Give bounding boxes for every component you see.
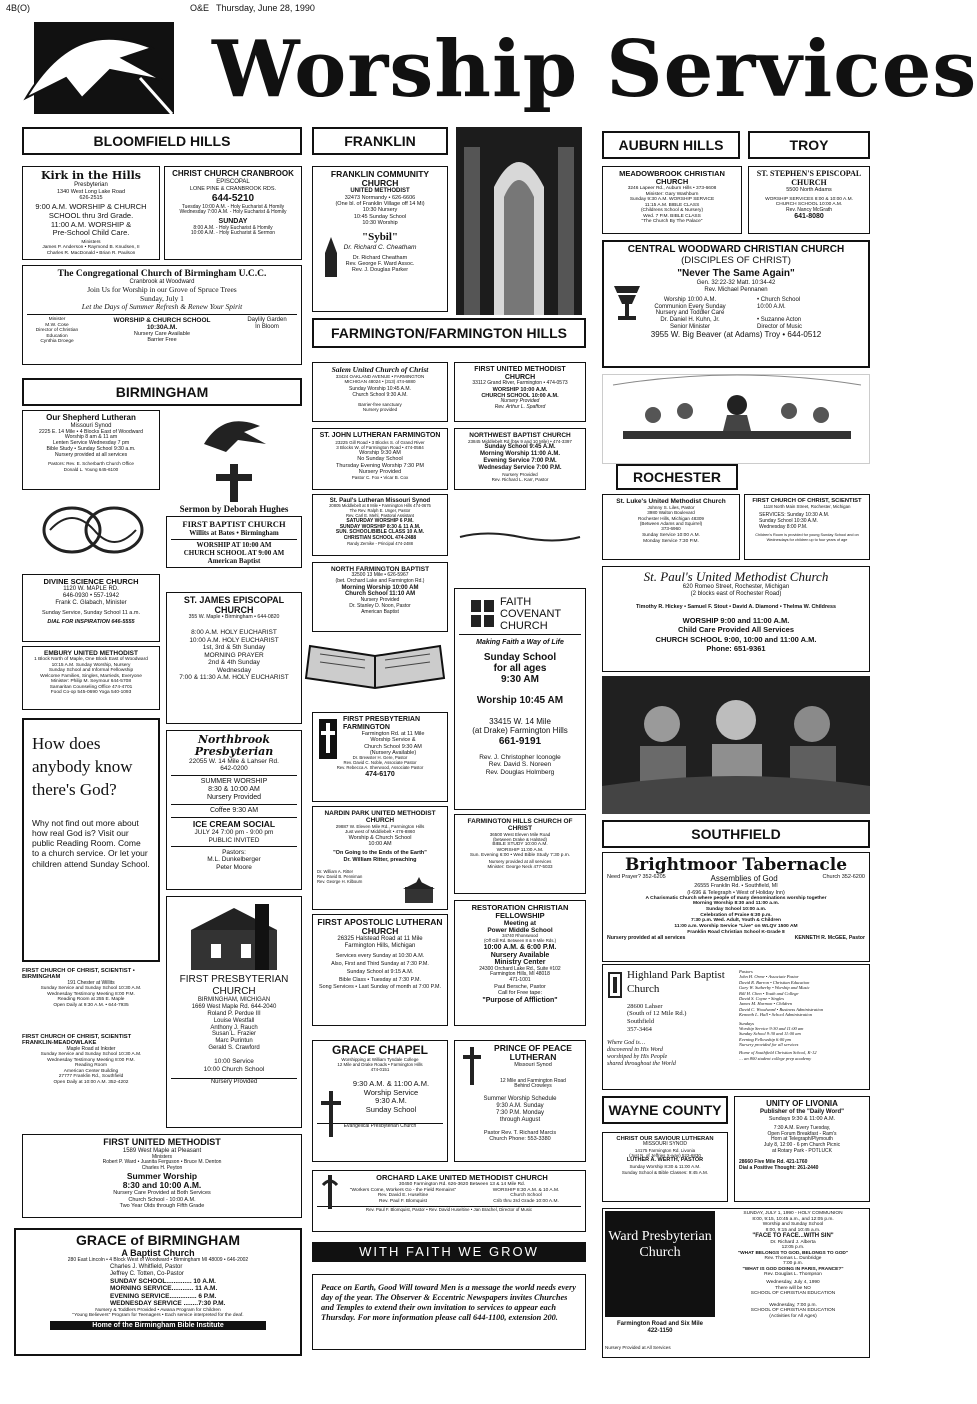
faith-covenant-tagline: Making Faith a Way of Life xyxy=(476,639,564,647)
cos-sub: MISSOURI SYNOD xyxy=(643,1141,687,1148)
fpf-cross-icon xyxy=(319,719,337,759)
ward-nursery: Nursery Provided at All Services xyxy=(605,1345,671,1350)
unity-name: UNITY OF LIVONIA xyxy=(766,1099,838,1108)
ad-kirk-in-the-hills xyxy=(22,166,160,260)
grace-birm-foot: Nursery & Toddlers Provided • Awana Program for Children "Young Believers" Program for Teenagers • Each service interpreted for the deaf. xyxy=(72,1307,244,1319)
orchard-logo-icon xyxy=(319,1175,341,1209)
northbrook-summer: SUMMER WORSHIP 8:30 & 10:00 AM Nursery Provided xyxy=(200,777,268,801)
fpf-name: FIRST PRESBYTERIAN FARMINGTON xyxy=(343,716,421,731)
congregational-address: Cranbrook at Woodward xyxy=(129,279,195,286)
with-faith-we-grow-banner: WITH FAITH WE GROW xyxy=(312,1242,586,1262)
orchard-right: WORSHIP 8:30 A.M. & 10 A.M. Church School Crib thru 3rd Grade 10:00 A.M. xyxy=(492,1187,560,1204)
central-preacher: Rev. Michael Pennanen xyxy=(704,286,768,293)
ad-orchard-lake-umc xyxy=(312,1170,586,1232)
first-baptist-schedule: WORSHIP AT 10:00 AM CHURCH SCHOOL AT 9:00 AM xyxy=(183,541,285,557)
grace-chapel-address: Worshipping at William Tyndale College 12 Mile and Drake Roads • Farmington Hills 474-0151 xyxy=(337,1056,423,1073)
st-stephen-name: ST. STEPHEN'S EPISCOPAL CHURCH xyxy=(756,169,862,187)
st-stephen-phone: 641-8080 xyxy=(794,213,824,221)
ad-farmington-church-of-christ xyxy=(454,814,586,894)
first-baptist-foot: American Baptist xyxy=(207,557,261,566)
northbrook-address: 22055 W. 14 Mile & Lahser Rd. 642-0200 xyxy=(189,757,279,773)
shepherd-pastors: Pastors: Rev. E. Scherbarth Church Office Donald L. Young 645-6100 xyxy=(48,461,134,472)
salem-body: Sunday Worship 10:45 A.M. Church School 9:30 A.M. xyxy=(349,386,411,399)
ad-north-farmington-baptist xyxy=(312,562,448,632)
ad-first-baptist-birmingham xyxy=(166,516,302,568)
nardin-church-icon xyxy=(399,877,439,903)
franklin-sub: UNITED METHODIST xyxy=(350,188,410,195)
ad-northbrook-presbyterian xyxy=(166,730,302,890)
open-bible-illustration xyxy=(300,638,450,700)
st-john-address: 23225 Gill Road • 3 Blocks S. of Grand River 3 Blocks W. of Farmington Road • 474-0584 xyxy=(335,439,425,450)
ad-christ-scientist-birmingham xyxy=(22,968,160,1026)
ward-body: SUNDAY, JULY 1, 1990 - HOLY COMMUNION 8:00, 9:15, 10:45 a.m., and 12:05 p.m. Worship and Sunday School 8:00, 9:15 and 10:45 a.m. xyxy=(743,1211,843,1233)
cranbrook-phone: 644-5210 xyxy=(211,192,255,204)
grace-birm-pastors: Charles J. Whitfield, Pastor Jeffrey C. Totten, Co-Pastor xyxy=(110,1264,184,1278)
brightmoor-foot-right: KENNETH R. McGEE, Pastor xyxy=(794,935,865,942)
divine-address: 1120 W. MAPLE RD. 646-0930 • 557-1942 Frank C. Glabach, Minister xyxy=(55,586,127,606)
congregational-daylily: Daylily Garden In Bloom xyxy=(247,317,287,330)
st-stephen-body: WORSHIP SERVICES 8:00 & 10:00 A.M. CHURCH SCHOOL 10:00 A.M. xyxy=(765,196,853,208)
cs-birm-address: 191 Chester at Willits xyxy=(67,979,115,986)
reading-body: Why not find out more about how real God is? Visit our public Reading Room. Come to a church service. Or let your children attend Sunday School. xyxy=(32,817,150,869)
ad-brightmoor-tabernacle xyxy=(602,852,870,962)
brightmoor-body: A Charismatic Church where people of many denominations worship together Morning Worship 8:30 and 11:00 a.m. Sunday School 10:00 a.m. Celebration of Praise 6:30 p.m. 7:30 p.m. Wed. Adult, Youth & Children 11:00 a.m. Worship Service "Live" on WLQV 1500 AM Franklin Road Christian School K-Grade 8 xyxy=(645,895,827,935)
unity-body: 7:30 A.M. Every Tuesday, Open Forum Breakfast - Ram's Horn at Telegraph/Plymouth July 8, 12:00 - 6 pm Church Picnic at Rotary Park - POTLUCK xyxy=(763,1124,841,1154)
brightmoor-sub: Assemblies of God xyxy=(710,874,778,884)
section-troy: TROY xyxy=(748,131,870,159)
orchard-left: "Workers Come, Workers Go - the Field Remains" Rev. David E. Huseltine Rev. Paul F. Blomquist xyxy=(349,1187,457,1204)
first-pres-birm-nursery: Nursery Provided xyxy=(171,1078,297,1086)
shepherd-sub: Missouri Synod xyxy=(70,422,112,429)
meadowbrook-name: MEADOWBROOK CHRISTIAN CHURCH xyxy=(619,169,725,187)
cranbrook-address: LONE PINE & CRANBROOK RDS. xyxy=(189,185,277,192)
st-james-schedule: 8:00 A.M. HOLY EUCHARIST 10:00 A.M. HOLY EUCHARIST 1st, 3rd & 5th Sunday MORNING PRAYER 2nd & 4th Sunday Wednesday 7:00 & 11:30 A.M. HOLY EUCHARIST xyxy=(179,629,289,682)
congregational-nursery: Nursery Care Available Barrier Free xyxy=(133,331,191,344)
ward-sermon-2: "WHAT BELONGS TO GOD, BELONGS TO GOD" xyxy=(737,1250,849,1256)
faith-covenant-phone: 661-9191 xyxy=(498,735,542,747)
first-united-worship: Summer Worship 8:30 and 10:00 A.M. xyxy=(122,1170,202,1191)
northbrook-social-head: ICE CREAM SOCIAL xyxy=(192,818,276,829)
congregational-slogan: Let the Days of Summer Refresh & Renew Your Spirit xyxy=(81,302,243,312)
restoration-body: 10:00 A.M. & 6:00 P.M. Nursery Available Ministry Center xyxy=(483,944,557,967)
ward-preacher-2: Rev. Thomas L. Dunbridge 7:00 p.m. xyxy=(764,1255,822,1267)
cs-roch-name: FIRST CHURCH OF CHRIST, SCIENTIST xyxy=(752,498,862,504)
congregational-body: Join Us for Worship in our Grove of Spruce Trees Sunday, July 1 xyxy=(87,285,237,303)
cs-fm-body: Sunday Service and Sunday School 10:30 A.M. Wednesday Testimony Meeting 8:00 P.M. Reading Room American Center Building 27777 Franklin Rd., Southfield Open Daily at 10:00 A.M. 352-4202 xyxy=(40,1052,142,1085)
faith-covenant-staff: Rev. J. Christopher Iconogle Rev. David S. Noreen Rev. Douglas Holmberg xyxy=(479,753,561,776)
shepherd-body: 2225 E. 14 Mile • 4 Blocks East of Woodward Worship 8 am & 11 am Lenten Service Wednesday 7 pm Bible Study • Sunday School 9:30 a.m. Nursery provided at all services xyxy=(38,428,144,459)
highland-name: Highland Park Baptist Church xyxy=(627,969,725,995)
divine-name: DIVINE SCIENCE CHURCH xyxy=(43,577,139,586)
restoration-name: RESTORATION CHRISTIAN FELLOWSHIP xyxy=(471,903,569,921)
info-note-text: Peace on Earth, Good Will toward Men is a message the world needs every day of the year. The Observer & Eccentric Newspapers invites Churches and Temples to extend their own invitation to services to appear each Thursday. For more information please call 644-1100, extension 200. xyxy=(321,1283,576,1323)
st-paul-lutheran-address: 20805 Middlebelt at 8 Mile • Farmington Hills 474-0675 xyxy=(329,503,431,509)
cos-pastor: LUTHER A. WERTH, PASTOR xyxy=(626,1157,704,1164)
nfb-name: NORTH FARMINGTON BAPTIST xyxy=(330,566,430,573)
ad-salem-ucc xyxy=(312,362,448,422)
cs-fm-address: Maple Road at Inkster xyxy=(66,1045,116,1052)
st-pauls-umc-address: 620 Romeo Street, Rochester, Michigan (2 blocks east of Rochester Road) xyxy=(682,584,790,597)
faith-covenant-logo-icon xyxy=(470,599,496,629)
highland-schedule: Sundays Worship Service 9:30 and 11:00 am Sunday School 9:30 and 11:00 am Evening Fellowship 6:00 pm Nursery provided for all services xyxy=(739,1020,804,1048)
ad-st-pauls-umc xyxy=(602,566,870,672)
st-pauls-umc-name: St. Paul's United Methodist Church xyxy=(643,569,829,584)
ad-grace-chapel xyxy=(312,1040,448,1162)
st-john-body: Worship 9:30 AM No Sunday School Thursday Evening Worship 7:30 PM Nursery Provided xyxy=(336,449,424,475)
faith-covenant-address: 33415 W. 14 Mile (at Drake) Farmington Hills xyxy=(472,716,568,735)
cos-address: 14175 Farmington Rd. Livonia (Just N. of Jeffries X-way) 522-6830 xyxy=(629,1148,701,1159)
congregational-name: The Congregational Church of Birmingham U.C.C. xyxy=(57,269,267,279)
st-john-pastors: Pastor C. Fox • Vicar B. Cox xyxy=(351,475,409,481)
northbrook-social: JULY 24 7:00 pm - 9:00 pm PUBLIC INVITED xyxy=(194,829,274,844)
central-right: • Church School 10:00 A.M. • Suzanne Acton Director of Music xyxy=(757,296,803,331)
salem-name: Salem United Church of Christ xyxy=(331,365,429,374)
ward-preacher-3: Rev. Douglas L. Thompson xyxy=(764,1271,822,1277)
first-baptist-address: Willits at Bates • Birmingham xyxy=(189,529,279,538)
ward-sermon-3: "WHAT IS GOD DOING IN PARIS, FRANCE?" xyxy=(742,1266,844,1272)
grace-chapel-cross-icon xyxy=(321,1091,341,1137)
grace-birm-name: GRACE of BIRMINGHAM xyxy=(75,1232,241,1248)
ad-restoration-fellowship xyxy=(454,900,586,1026)
fhcc-foot: Nursery provided at all services Minister: George Neck 477-5033 xyxy=(487,858,553,870)
cranbrook-sunday-head: SUNDAY xyxy=(218,218,248,226)
nfb-address: 32500 13 Mile • 626-5967 (bet. Orchard Lake and Farmington Rd.) xyxy=(335,572,425,584)
congregational-minister: Minister M.W. Cose Director of Christian Education Cynthia Droege xyxy=(35,317,79,345)
northwest-address: 23845 Middlebelt Rd (btw 9 and 10 Mile) • 474-3397 xyxy=(468,439,572,445)
kirk-name: Kirk in the Hills xyxy=(40,169,142,182)
northwest-body: Sunday School 9:45 A.M. Morning Worship 11:00 A.M. Evening Service 7:00 P.M. Wednesday Service 7:00 P.M. xyxy=(478,444,562,471)
cranbrook-weekday: Tuesday 10:00 A.M. - Holy Eucharist & Homily Wednesday 7:00 A.M. - Holy Eucharist & Homily xyxy=(179,203,287,216)
ad-christ-scientist-rochester xyxy=(744,494,870,560)
restoration-pastor: Paul Bersche, Pastor Call for Free tape: xyxy=(494,983,546,997)
ad-grace-of-birmingham xyxy=(14,1228,302,1356)
central-address: 3955 W. Big Beaver (at Adams) Troy • 644-0512 xyxy=(650,330,822,340)
ad-first-apostolic-lutheran xyxy=(312,914,448,1026)
fpf-body: Worship Service & Church School 9:30 AM (Nursery Available) xyxy=(364,737,422,757)
unity-sundays: Sundays 9:30 & 11:00 A.M. xyxy=(768,1115,836,1122)
salem-foot: Barrier-free sanctuary Nursery provided xyxy=(358,401,402,413)
embury-name: EMBURY UNITED METHODIST xyxy=(44,650,138,657)
cs-roch-body: SERVICES: Sunday 10:30 A.M. Sunday School 10:30 A.M. Wednesday 8:00 P.M. xyxy=(759,512,830,531)
ad-christ-our-saviour xyxy=(602,1132,728,1202)
divine-dial: DIAL FOR INSPIRATION 646-5555 xyxy=(47,619,135,626)
sermon-caption: Sermon by Deborah Hughes xyxy=(179,504,289,514)
st-paul-lutheran-staff: The Rev. Ralph E. Unger, Pastor Rev. Carl E. Mehl, Pastoral Assistant xyxy=(345,508,415,519)
prince-peace-cross-icon xyxy=(461,1047,483,1085)
ad-nardin-park xyxy=(312,806,448,910)
ad-divine-science xyxy=(22,574,160,642)
fum-farm-foot: Nursery Provided Rev. Arthur L. Spafford xyxy=(494,398,546,411)
cs-fm-name: FIRST CHURCH OF CHRIST, SCIENTIST FRANKLIN-MEADOWLAKE xyxy=(22,1034,132,1047)
kirk-address: 1340 West Long Lake Road 626-2515 xyxy=(56,188,126,202)
section-franklin: FRANKLIN xyxy=(312,127,448,155)
cs-roch-foot: Children's Room is provided for young Sunday School and on Wednesdays for children up to four years of age xyxy=(755,533,859,542)
nardin-body: Worship & Church School 10:00 AM xyxy=(348,834,412,847)
st-paul-lutheran-name: St. Paul's Lutheran Missouri Synod xyxy=(329,498,431,504)
first-baptist-name: FIRST BAPTIST CHURCH xyxy=(182,519,286,529)
restoration-tape: "Purpose of Affliction" xyxy=(482,996,558,1004)
ward-foot: Wednesday, July 4, 1990 There will be NO SCHOOL OF CHRISTIAN EDUCATION Wednesday, 7:00 p.m. SCHOOL OF CHRISTIAN EDUCATION (Activities for All Ages) xyxy=(750,1280,836,1319)
folio-line xyxy=(0,0,892,16)
ad-our-shepherd-lutheran xyxy=(22,410,160,490)
first-united-ministers: Ministers Robert P. Ward • Juanita Ferguson • Bruce M. Denton Charles H. Peyton xyxy=(102,1153,222,1172)
ad-northwest-baptist xyxy=(454,428,586,490)
divine-body: Sunday Service, Sunday School 11 a.m. xyxy=(41,609,141,616)
northwest-foot: Nursery Provided Rev. Richard L. Karr, Pastor xyxy=(491,471,549,483)
cs-birm-body: Sunday Service and Sunday School 10:30 A.M. Wednesday Testimony Meeting 8:00 P.M. Reading Room at 255 E. Maple Open Daily at 9:30 A.M. • 644-7935 xyxy=(40,986,142,1008)
central-sermon: "Never The Same Again" xyxy=(677,268,795,280)
central-sub: (DISCIPLES OF CHRIST) xyxy=(681,254,791,266)
ad-christian-science-reading xyxy=(22,718,160,962)
franklin-preacher: Dr. Richard C. Cheatham xyxy=(343,244,417,252)
ad-meadowbrook-christian xyxy=(602,166,742,234)
faith-covenant-worship: Worship 10:45 AM xyxy=(476,694,564,706)
grace-chapel-foot: Evangelical Presbyterian Church xyxy=(317,1123,443,1130)
faith-covenant-school: Sunday School for all ages 9:30 AM xyxy=(483,652,557,685)
kirk-schedule: 9:00 A.M. WORSHIP & CHURCH SCHOOL thru 3rd Grade. 11:00 A.M. WORSHIP & Pre-School Child Care. xyxy=(35,202,147,238)
highland-staff: Pastors John H. Orme • Associate Pastor David R. Barron • Christian Education Gary W. Sutherby • Worship and Music Bill H. Chen • Youth and College David S. Coyne • Singles James M. Harmon • Children David C. Woodward • Business Administration Kenneth L. Hall • School Administration xyxy=(739,969,824,1018)
highland-motto: Where God is… discovered in His Word worshiped by His People shared throughout the World xyxy=(607,1039,676,1068)
grace-birm-schedule: SUNDAY SCHOOL.............. 10 A.M. MORNING SERVICE............ 11 A.M. EVENING SERVICE............... 6 P.M. WEDNESDAY SERVICE ........7:30 P.M. xyxy=(110,1277,226,1308)
fpf-phone: 474-6170 xyxy=(365,771,395,779)
st-lukes-name: St. Luke's United Methodist Church xyxy=(616,498,726,505)
shepherd-name: Our Shepherd Lutheran xyxy=(46,413,136,422)
ad-christ-church-cranbrook xyxy=(164,166,302,260)
fum-farm-name: FIRST UNITED METHODIST CHURCH xyxy=(474,366,566,381)
prince-peace-sub: Missouri Synod xyxy=(514,1062,552,1069)
central-left: Worship 10:00 A.M. Communion Every Sunday Nursery and Toddler Care Dr. Daniel H. Kuhn, Jr. Senior Minister xyxy=(654,296,726,331)
ad-st-john-lutheran xyxy=(312,428,448,490)
fum-farm-address: 33112 Grand River, Farmington • 474-0573 xyxy=(472,380,568,387)
ad-prince-of-peace xyxy=(454,1040,586,1162)
franklin-body: 32473 Normandy • 626-6606 (One bl. of Franklin Village off 14 Mi) 10:30 Nursery 10:45 Sunday School 10:30 Worship xyxy=(335,194,425,227)
st-stephen-address: 5500 North Adams xyxy=(786,187,832,194)
section-rochester: ROCHESTER xyxy=(616,464,738,490)
section-wayne-county: WAYNE COUNTY xyxy=(602,1096,728,1124)
first-united-foot: Nursery Care Provided at Both Services Church School - 10:00 A.M. Two Year Olds through Fifth Grade xyxy=(113,1190,211,1209)
ad-first-united-methodist-birmingham xyxy=(22,1134,302,1218)
fpf-address: Farmington Rd. at 11 Mile xyxy=(361,731,425,738)
grace-chapel-name: GRACE CHAPEL xyxy=(331,1043,428,1057)
ad-congregational-birmingham xyxy=(22,265,302,365)
st-james-name: ST. JAMES EPISCOPAL CHURCH xyxy=(183,595,285,615)
first-pres-birm-body: BIRMINGHAM, MICHIGAN 1669 West Maple Rd. 644-2040 Roland P. Perdue III Louise Westfall Anthony J. Rauch Susan L. Frazier Marc Purintun Gerald S. Crawford xyxy=(191,997,277,1052)
franklin-staff: Dr. Richard Cheatham Rev. George F. Ward Assoc. Rev. J. Douglas Parker xyxy=(345,254,415,274)
brightmoor-address: 26555 Franklin Rd. • Southfield, MI (I-696 & Telegraph • West of Holiday Inn) xyxy=(687,883,785,896)
restoration-address: 34740 Rhonswood (Off Gill Rd. Between 8 & 9 Mile Rds.) xyxy=(483,933,557,944)
franklin-name: FRANKLIN COMMUNITY CHURCH xyxy=(330,169,430,189)
ward-name: Ward Presbyterian Church xyxy=(608,1229,712,1261)
ad-ward-presbyterian xyxy=(602,1208,870,1358)
nfb-body: Morning Worship 10:00 AM Church School 11:10 AM xyxy=(341,584,419,598)
cranbrook-sunday: 8:00 A.M. - Holy Eucharist & Homily 10:00 A.M. - Holy Eucharist & Sermon xyxy=(190,224,276,237)
cranbrook-sub: EPISCOPAL xyxy=(216,178,250,185)
ward-sermon-1: "FACE TO FACE...WITH SIN" xyxy=(752,1233,834,1240)
reading-question: How does anybody know there's God? xyxy=(32,734,133,799)
northbrook-coffee: Coffee 9:30 AM xyxy=(209,806,259,814)
st-paul-lutheran-body: SATURDAY WORSHIP 6 P.M. SUNDAY WORSHIP 8:30 & 11 A.M. SUN. SCHOOL/BIBLE CLASS 10 A.M. CHRISTIAN SCHOOL 474-2488 xyxy=(335,517,425,542)
first-pres-church-photo xyxy=(171,900,297,972)
northbrook-name: Northbrook Presbyterian xyxy=(194,733,274,758)
nardin-staff: Dr. William A. Ritter Rev. David B. Penniman Rev. George H. Kilbourn xyxy=(317,868,363,884)
st-pauls-umc-staff: Timothy R. Hickey • Samuel F. Stout • David A. Diamond • Thelma W. Childress xyxy=(635,603,837,610)
grace-birm-address: 280 East Lincoln • 4 Block West of Woodward • Birmingham MI 48009 • 646-2002 xyxy=(67,1257,249,1264)
ad-first-united-farmington xyxy=(454,362,586,422)
ad-st-pauls-lutheran xyxy=(312,494,448,556)
prince-peace-foot: Pastor Rev. T. Richard Marcis Church Phone: 553-3380 xyxy=(483,1129,557,1143)
st-john-name: ST. JOHN LUTHERAN FARMINGTON xyxy=(319,432,441,439)
fhcc-address: 36500 West Eleven Mile Road (between Drake & Halsted) xyxy=(489,832,551,843)
restoration-address2: 24300 Orchard Lake Rd., Suite #102 Farmington Hills, MI 48018 471-1001 xyxy=(479,965,561,984)
orchard-foot: Rev. Paul F. Blomquist, Pastor • Rev. David Huseltine • Jan Brachel, Director of Music xyxy=(317,1206,581,1212)
ad-embury-united-methodist xyxy=(22,646,160,710)
first-pres-birm-name: FIRST PRESBYTERIAN CHURCH xyxy=(179,974,289,997)
restoration-meet: Meeting at Power Middle School xyxy=(487,920,553,935)
cranbrook-name: CHRIST CHURCH CRANBROOK xyxy=(172,169,294,178)
apostolic-body: Services every Sunday at 10:30 A.M. Also, First and Third Sunday at 7:30 P.M. Sunday School at 9:15 A.M. Bible Class • Tuesday at 7:30 P.M. Song Services • Last Sunday of month at 7:00 P.M. xyxy=(319,953,441,991)
ad-christ-scientist-franklin xyxy=(22,1034,160,1124)
dove-ornament xyxy=(200,414,270,454)
apostolic-address: 26325 Halstead Road at 11 Mile Farmington Hills, Michigan xyxy=(337,936,423,950)
first-united-address: 1589 West Maple at Pleasant xyxy=(122,1147,202,1154)
nardin-name: NARDIN PARK UNITED METHODIST CHURCH xyxy=(324,810,436,825)
ad-unity-of-livonia xyxy=(734,1096,870,1202)
northwest-name: NORTHWEST BAPTIST CHURCH xyxy=(469,432,571,439)
ward-preacher-1: Dr. Richard J. Alberta 12:05 p.m. xyxy=(770,1239,816,1251)
cathedral-photo xyxy=(456,127,582,315)
st-stephen-pastor: Rev. Nancy McGrath xyxy=(785,206,833,213)
ad-st-stephens-episcopal xyxy=(748,166,870,234)
ad-first-presbyterian-farmington xyxy=(312,712,448,802)
prince-peace-address: 12 Mile and Farmington Road Behind Crowleys xyxy=(500,1077,566,1090)
prince-peace-name: PRINCE OF PEACE LUTHERAN xyxy=(494,1043,572,1063)
steeple-ornament xyxy=(321,237,341,277)
nfb-foot: Nursery Provided Dr. Stanley D. Noon, Pastor American Baptist xyxy=(349,597,411,615)
issue-date: Thursday, June 28, 1990 xyxy=(216,3,315,13)
first-united-name: FIRST UNITED METHODIST xyxy=(103,1137,221,1147)
cos-name: CHRIST OUR SAVIOUR LUTHERAN xyxy=(616,1136,714,1142)
cos-body: Sunday Worship 8:30 & 11:00 A.M. Sunday School & Bible Classes: 9:45 A.M. xyxy=(621,1164,709,1175)
ad-st-lukes-umc xyxy=(602,494,740,560)
fpf-staff: Dr. Brewster H. Gere, Pastor Rev. David C. Noble, Associate Pastor Rev. Rebecca A. Sherwood, Associate Pastor xyxy=(336,755,424,771)
st-james-address: 355 W. Maple • Birmingham • 644-0820 xyxy=(188,614,280,621)
last-supper-illustration xyxy=(602,374,870,464)
salem-address: 33424 OAKLAND AVENUE • FARMINGTON MICHIGAN 48024 • (313) 474-6880 xyxy=(335,374,425,385)
fhcc-name: FARMINGTON HILLS CHURCH OF CHRIST xyxy=(467,818,573,833)
paper-name: O&E xyxy=(190,3,210,13)
kirk-ministers: Ministers James P. Anderson • Raymond B. Knudsen, II Charles R. MacDonald • Brian R. Paulson xyxy=(42,239,140,256)
shell-ornament xyxy=(22,496,160,564)
section-bloomfield-hills: BLOOMFIELD HILLS xyxy=(22,127,302,155)
chalice-icon xyxy=(610,282,644,322)
meadowbrook-body: Minister: Gary Washburn Sunday 9:30 A.M. WORSHIP SERVICE 11:15 A.M. BIBLE CLASS (Childrens School & Nursery) Wed. 7 P.M. BIBLE CLASS "The Church By The Palace" xyxy=(629,191,715,225)
central-name: CENTRAL WOODWARD CHRISTIAN CHURCH xyxy=(627,244,845,255)
section-farmington: FARMINGTON/FARMINGTON HILLS xyxy=(312,318,586,348)
northbrook-pastors: Pastors: M.L. Dunkelberger Peter Moore xyxy=(207,848,261,871)
orchard-address: 30450 Farmington Rd. 626-3620 Between 13 & 14 Mile Rd. xyxy=(398,1182,526,1188)
ad-st-james-episcopal xyxy=(166,592,302,724)
highland-address: 28600 Lahser (South of 12 Mile Rd.) Southfield 357-3464 xyxy=(627,1002,687,1033)
divider-ornament xyxy=(456,530,584,544)
masthead xyxy=(22,18,977,122)
info-note xyxy=(312,1274,586,1350)
dove-logo xyxy=(22,18,182,122)
section-birmingham: BIRMINGHAM xyxy=(22,378,302,406)
fhcc-body: BIBLE STUDY 10:00 A.M. WORSHIP 11:00 A.M. Sun. Evening 6:00 • Wed Bible Study 7:30 p.m. xyxy=(469,842,571,859)
brightmoor-foot-left: Nursery provided at all services xyxy=(607,935,686,942)
fum-farm-body: WORSHIP 10:00 A.M. CHURCH SCHOOL 10:00 A.M. xyxy=(481,386,559,400)
apostolic-name: FIRST APOSTOLIC LUTHERAN CHURCH xyxy=(317,917,443,937)
nardin-sermon: "On Going to the Ends of the Earth" Dr. William Ritter, preaching xyxy=(333,850,427,863)
disciples-photo xyxy=(602,676,870,814)
section-auburn-hills: AUBURN HILLS xyxy=(602,131,740,159)
st-lukes-body: Sunday Service 10:00 A.M. Monday Service 7:30 P.M. xyxy=(642,533,700,544)
ad-central-woodward xyxy=(602,240,870,368)
faith-covenant-name: FAITH COVENANT CHURCH xyxy=(500,596,561,633)
cs-birm-name: FIRST CHURCH OF CHRIST, SCIENTIST • BIRMINGHAM xyxy=(22,968,135,981)
ad-highland-park-baptist xyxy=(602,964,870,1090)
page-folio: 4B(O) xyxy=(6,3,31,13)
grace-chapel-body: 9:30 A.M. & 11:00 A.M. Worship Service 9:30 A.M. Sunday School xyxy=(352,1079,430,1115)
ward-address: Farmington Road and Six Mile 422-1150 xyxy=(616,1321,703,1335)
unity-sub: Publisher of the "Daily Word" xyxy=(760,1108,844,1115)
st-pauls-umc-body: WORSHIP 9:00 and 11:00 A.M. Child Care Provided All Services CHURCH SCHOOL 9:00, 10:00 and 11:00 A.M. Phone: 651-9361 xyxy=(655,616,817,654)
first-pres-birm-service: 10:00 Service 10:00 Church School xyxy=(203,1058,265,1073)
orchard-name: ORCHARD LAKE UNITED METHODIST CHURCH xyxy=(376,1173,548,1182)
masthead-title: Worship Services xyxy=(212,24,977,115)
ad-first-presbyterian-birmingham xyxy=(166,896,302,1128)
st-lukes-address: Johnny S. Liles, Pastor 3980 Walton Boulevard Rochester Hills, Michigan 48309 (Between Adams and Squirrel) 373-6960 xyxy=(638,505,704,532)
central-verses: Gen. 32:22-32 Matt. 10:34-42 xyxy=(696,279,776,286)
unity-phone: 28660 Five Mile Rd. 421-1760 Dial a Positive Thought: 261-2440 xyxy=(739,1158,819,1171)
kirk-sub: Presbyterian xyxy=(74,181,108,188)
ad-franklin-community xyxy=(312,166,448,312)
nardin-address: 29887 W. Eleven Mile Rd., Farmington Hills Just west of Middlebelt • 476-8860 xyxy=(335,824,425,835)
prince-peace-body: Summer Worship Schedule 9:30 A.M. Sunday 7:30 P.M. Monday through August xyxy=(483,1096,557,1123)
grace-birm-sub: A Baptist Church xyxy=(121,1248,195,1259)
brightmoor-name: Brightmoor Tabernacle xyxy=(624,855,848,875)
cross-ornament xyxy=(210,462,260,504)
st-paul-lutheran-foot: Randy Zernike - Principal 474-2488 xyxy=(347,540,413,546)
congregational-worship: WORSHIP & CHURCH SCHOOL 10:30A.M. xyxy=(113,317,211,332)
meadowbrook-address: 3246 Lapeer Rd., Auburn Hills • 373-6608 xyxy=(627,186,717,192)
ad-faith-covenant xyxy=(454,588,586,810)
highland-foot: Home of Southfield Christian School, K-12 … an 800 student college prep academy xyxy=(739,1050,817,1061)
cs-roch-address: 1118 North Main Street, Rochester, Michigan xyxy=(763,504,851,510)
section-southfield: SOUTHFIELD xyxy=(602,820,870,848)
grace-birm-banner: Home of the Birmingham Bible Institute xyxy=(50,1321,266,1330)
brightmoor-church: Church 352-6200 xyxy=(822,874,865,881)
highland-logo-icon xyxy=(607,971,623,999)
franklin-sermon: "Sybil" xyxy=(361,231,399,244)
embury-body: 1 Block North of Maple, One Block East of Woodward 10:15 A.M. Sunday Worship, Nursery Sunday School and Informal Fellowship Welcome Families, Singles, Marrieds, Everyone Minister: Philip M. Seymour 644-5708 Samaritan Counseling Office 474-4701 Food Co-op 545-0690 Yoga 540-1093 xyxy=(34,657,148,696)
brightmoor-need: Need Prayer? 352-6205 xyxy=(607,874,666,881)
